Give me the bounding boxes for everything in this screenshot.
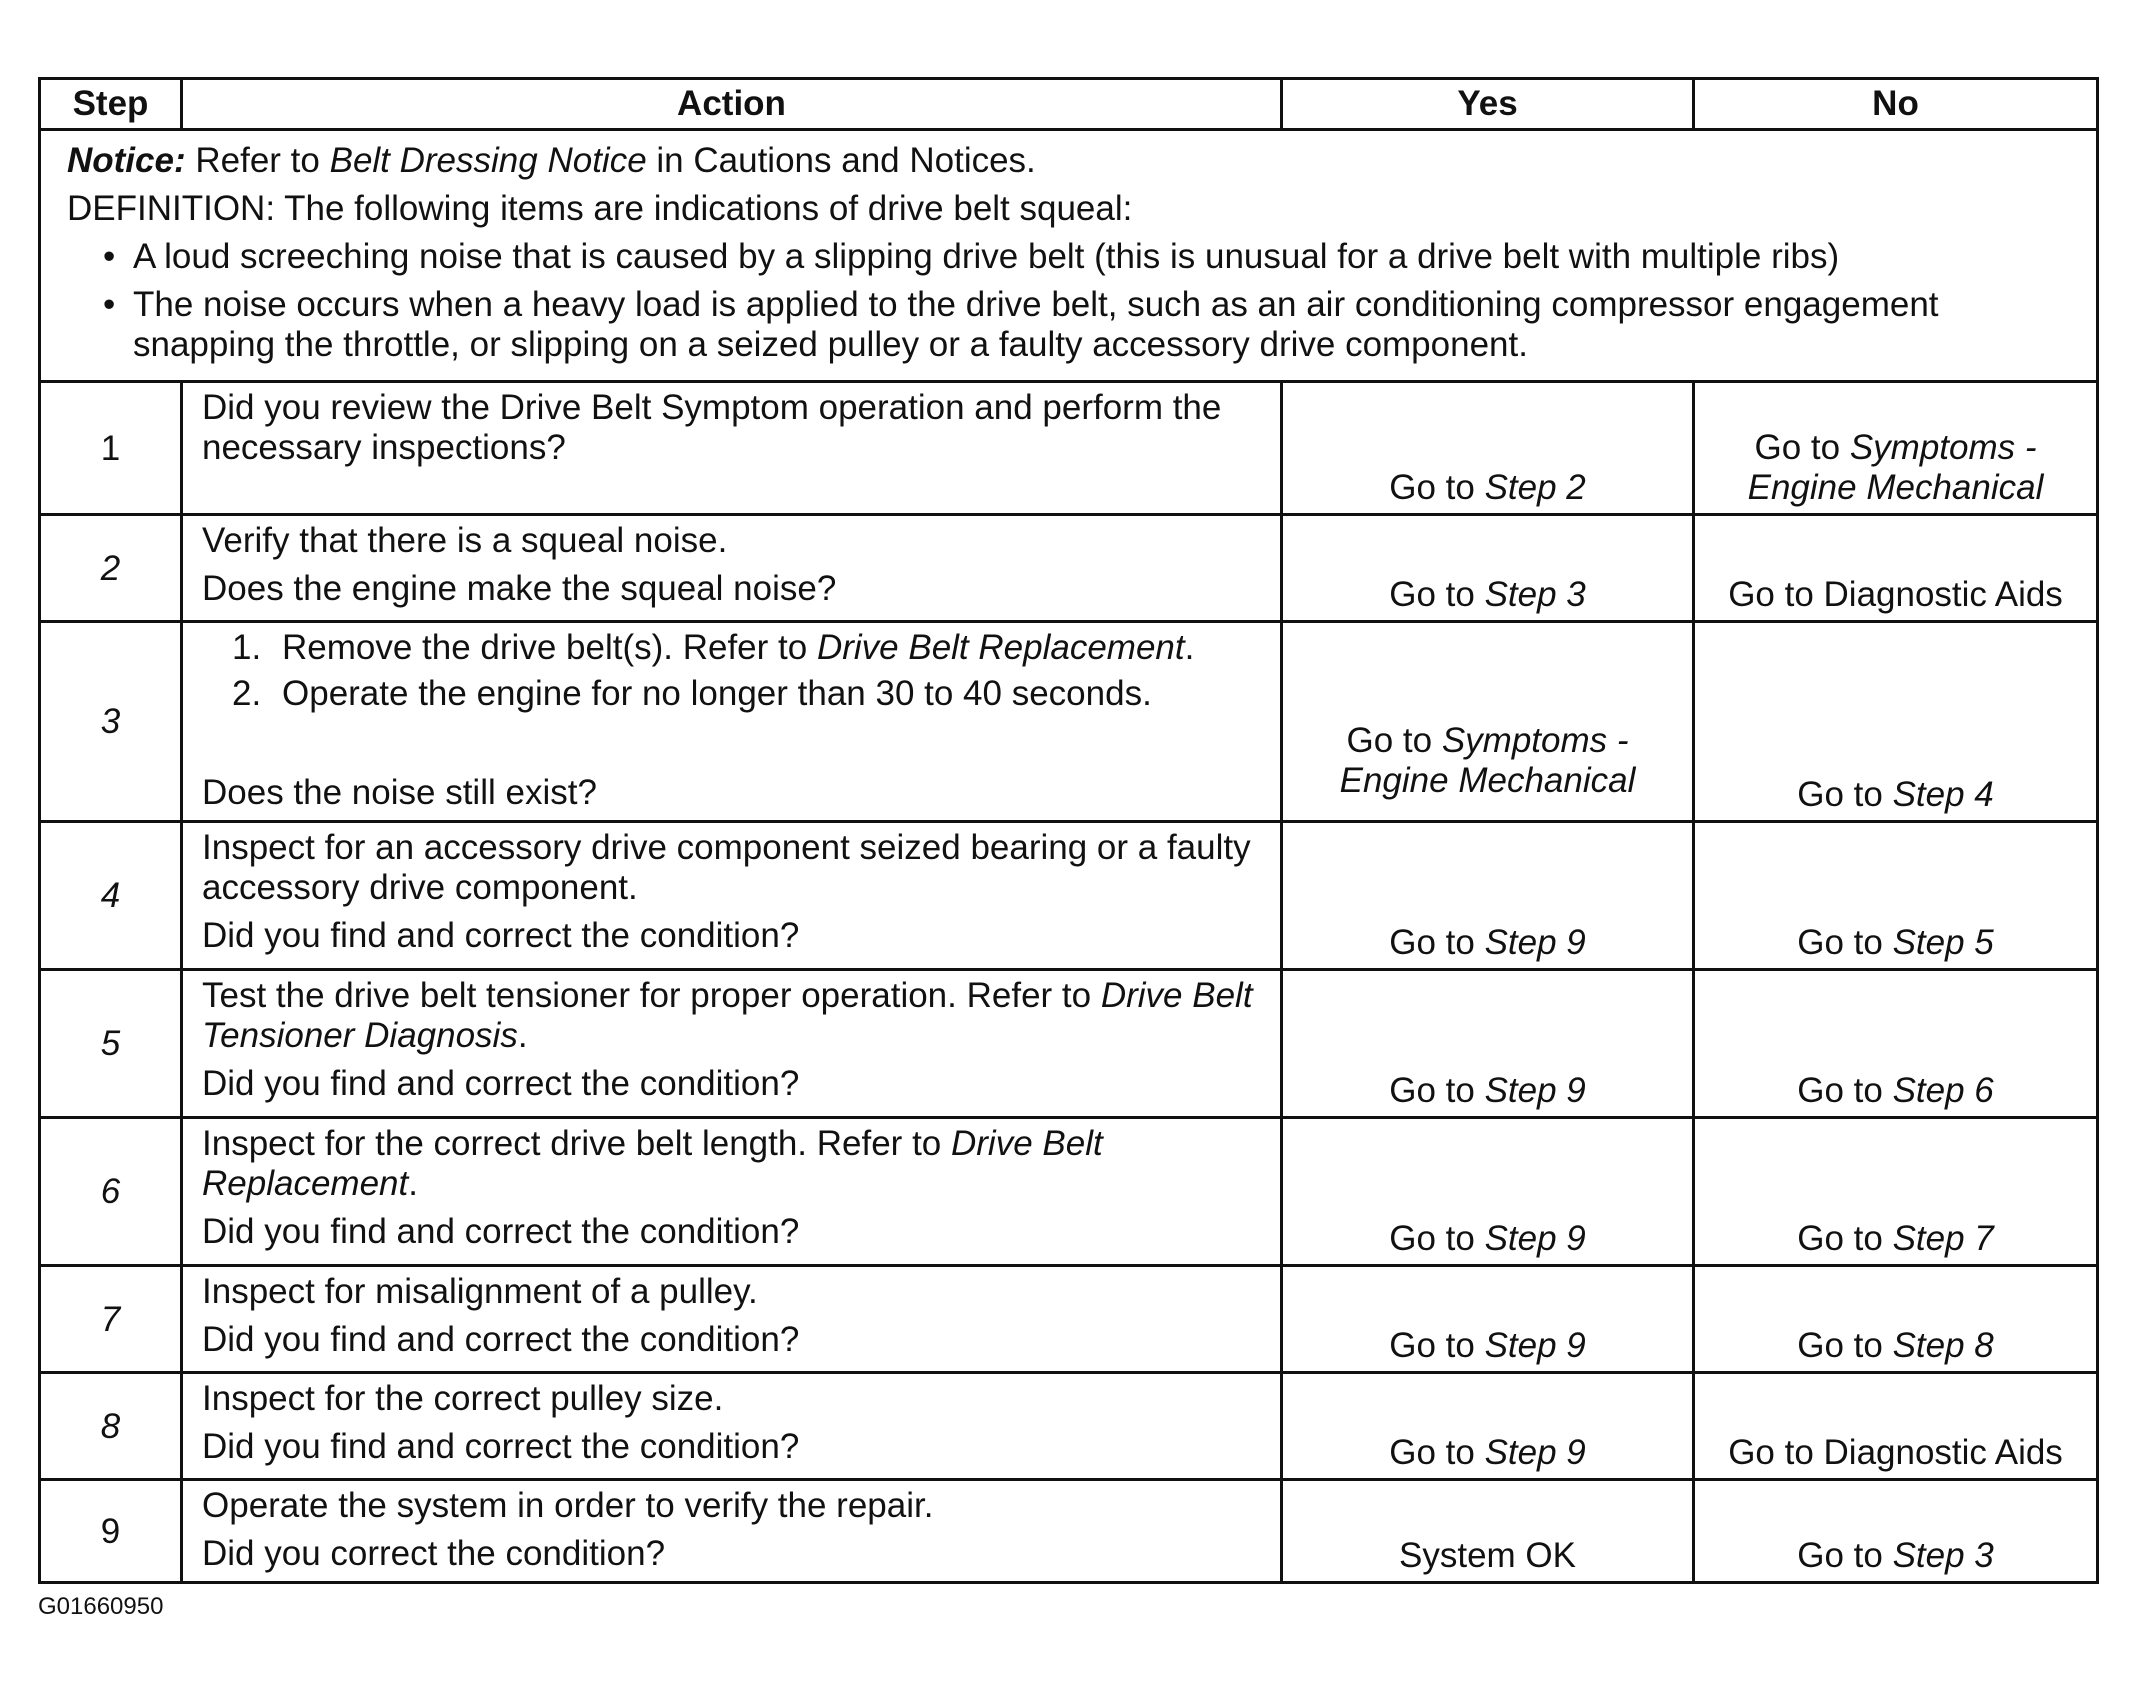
action-text-post: . bbox=[517, 1016, 528, 1056]
yes-cell bbox=[1282, 970, 1694, 1118]
no-link[interactable]: Step 3 bbox=[1892, 1535, 1994, 1575]
action-text bbox=[202, 976, 1264, 1056]
table-row bbox=[40, 622, 2098, 822]
step-number: 4 bbox=[40, 822, 182, 970]
no-prefix: Go to bbox=[1797, 1070, 1883, 1110]
no-prefix: Go to bbox=[1797, 1218, 1883, 1258]
no-cell bbox=[1694, 622, 2098, 822]
yes-cell bbox=[1282, 1480, 1694, 1583]
bullet-icon: • bbox=[103, 236, 116, 276]
no-link[interactable]: Step 7 bbox=[1892, 1218, 1994, 1258]
no-prefix: Go to bbox=[1797, 922, 1883, 962]
diagnostic-table bbox=[38, 77, 2099, 1584]
no-cell bbox=[1694, 515, 2098, 622]
action-text: Remove the drive belt(s). Refer to bbox=[282, 628, 808, 668]
no-cell bbox=[1694, 1118, 2098, 1266]
notice-ref: Belt Dressing Notice bbox=[329, 141, 647, 180]
yes-link[interactable]: Step 9 bbox=[1484, 922, 1586, 962]
action-cell bbox=[182, 1266, 1282, 1373]
header-row bbox=[40, 79, 2098, 130]
yes-prefix: Go to bbox=[1389, 1218, 1475, 1258]
action-question: Did you find and correct the condition? bbox=[202, 1212, 800, 1252]
yes-cell bbox=[1282, 822, 1694, 970]
header-yes: Yes bbox=[1282, 79, 1694, 130]
yes-prefix: Go to bbox=[1346, 720, 1433, 760]
action-cell bbox=[182, 1118, 1282, 1266]
yes-cell bbox=[1282, 1118, 1694, 1266]
yes-link[interactable]: Step 3 bbox=[1484, 574, 1586, 614]
table-row bbox=[40, 1480, 2098, 1583]
yes-prefix: Go to bbox=[1389, 922, 1475, 962]
action-text: Did you review the Drive Belt Symptom operation and perform the necessary inspections? bbox=[202, 388, 1222, 468]
step-number: 8 bbox=[40, 1373, 182, 1480]
yes-link[interactable]: Step 9 bbox=[1484, 1325, 1586, 1365]
table-row bbox=[40, 382, 2098, 515]
action-text: Inspect for misalignment of a pulley. bbox=[202, 1272, 758, 1312]
notice-text-post: in Cautions and Notices. bbox=[656, 141, 1036, 180]
yes-cell bbox=[1282, 382, 1694, 515]
action-text bbox=[202, 1124, 1264, 1204]
yes-cell bbox=[1282, 515, 1694, 622]
table-row bbox=[40, 515, 2098, 622]
no-link[interactable]: Step 8 bbox=[1892, 1325, 1994, 1365]
yes-cell bbox=[1282, 622, 1694, 822]
action-question: Does the noise still exist? bbox=[202, 773, 597, 813]
action-question: Did you find and correct the condition? bbox=[202, 1427, 800, 1467]
no-cell bbox=[1694, 382, 2098, 515]
list-item bbox=[202, 628, 1264, 668]
figure-code: G01660950 bbox=[38, 1593, 164, 1620]
yes-prefix: Go to bbox=[1389, 1325, 1475, 1365]
no-link[interactable]: Step 4 bbox=[1892, 774, 1994, 814]
no-cell bbox=[1694, 822, 2098, 970]
yes-prefix: Go to bbox=[1389, 1432, 1475, 1472]
action-text: Inspect for an accessory drive component seized bearing or a faulty accessory drive component. bbox=[202, 828, 1251, 908]
table-row bbox=[40, 1373, 2098, 1480]
yes-prefix: Go to bbox=[1389, 574, 1475, 614]
action-cell bbox=[182, 515, 1282, 622]
list-number: 1. bbox=[232, 628, 262, 668]
action-cell bbox=[182, 822, 1282, 970]
no-cell bbox=[1694, 1480, 2098, 1583]
no-cell bbox=[1694, 1373, 2098, 1480]
action-question: Does the engine make the squeal noise? bbox=[202, 569, 837, 609]
action-question: Did you find and correct the condition? bbox=[202, 1320, 800, 1360]
table-row bbox=[40, 822, 2098, 970]
action-text: Operate the engine for no longer than 30 to 40 seconds. bbox=[282, 674, 1152, 714]
no-prefix: Go to bbox=[1754, 427, 1841, 467]
no-prefix: Go to bbox=[1797, 774, 1883, 814]
no-prefix: Go to bbox=[1797, 1535, 1883, 1575]
step-number: 2 bbox=[40, 515, 182, 622]
notice-cell bbox=[40, 130, 2098, 382]
action-text: Operate the system in order to verify the repair. bbox=[202, 1486, 934, 1526]
header-action: Action bbox=[182, 79, 1282, 130]
table-row bbox=[40, 1118, 2098, 1266]
notice-line bbox=[67, 141, 2074, 181]
notice-text-pre: Refer to bbox=[195, 141, 320, 180]
action-question: Did you find and correct the condition? bbox=[202, 916, 800, 956]
action-cell bbox=[182, 1480, 1282, 1583]
action-cell bbox=[182, 970, 1282, 1118]
bullet-icon: • bbox=[103, 284, 116, 324]
action-cell bbox=[182, 1373, 1282, 1480]
yes-prefix: Go to bbox=[1389, 1070, 1475, 1110]
step-number: 5 bbox=[40, 970, 182, 1118]
action-text-post: . bbox=[1184, 628, 1195, 668]
yes-cell bbox=[1282, 1373, 1694, 1480]
yes-link[interactable]: Step 9 bbox=[1484, 1218, 1586, 1258]
action-text: Verify that there is a squeal noise. bbox=[202, 521, 728, 561]
no-link[interactable]: Step 6 bbox=[1892, 1070, 1994, 1110]
yes-cell bbox=[1282, 1266, 1694, 1373]
yes-link[interactable]: Step 2 bbox=[1484, 467, 1586, 507]
table-row bbox=[40, 1266, 2098, 1373]
header-no: No bbox=[1694, 79, 2098, 130]
action-question: Did you find and correct the condition? bbox=[202, 1064, 800, 1104]
step-number: 7 bbox=[40, 1266, 182, 1373]
table-row bbox=[40, 970, 2098, 1118]
no-link[interactable]: Go to Diagnostic Aids bbox=[1728, 574, 2063, 614]
action-cell bbox=[182, 622, 1282, 822]
notice-row bbox=[40, 130, 2098, 382]
action-text-pre: Test the drive belt tensioner for proper operation. Refer to bbox=[202, 976, 1092, 1016]
action-text-pre: Inspect for the correct drive belt length. Refer to bbox=[202, 1124, 942, 1164]
yes-link[interactable]: Step 9 bbox=[1484, 1432, 1586, 1472]
yes-text: System OK bbox=[1399, 1535, 1576, 1575]
no-link[interactable]: Step 5 bbox=[1892, 922, 1994, 962]
definition-text: DEFINITION: The following items are indications of drive belt squeal: bbox=[67, 188, 1133, 228]
no-cell bbox=[1694, 1266, 2098, 1373]
header-step: Step bbox=[40, 79, 182, 130]
notice-label: Notice: bbox=[67, 141, 186, 180]
definition-bullet-1: A loud screeching noise that is caused by a slipping drive belt (this is unusual for a drive belt with multiple ribs) bbox=[133, 236, 1840, 276]
list-number: 2. bbox=[232, 674, 262, 714]
action-cell bbox=[182, 382, 1282, 515]
no-cell bbox=[1694, 970, 2098, 1118]
step-number: 9 bbox=[40, 1480, 182, 1583]
step-number: 3 bbox=[40, 622, 182, 822]
list-item bbox=[67, 285, 2074, 365]
action-ref[interactable]: Drive Belt Tensioner Diagnosis bbox=[202, 976, 1253, 1056]
action-text-post: . bbox=[408, 1164, 418, 1204]
yes-link[interactable]: Step 9 bbox=[1484, 1070, 1586, 1110]
yes-prefix: Go to bbox=[1389, 467, 1475, 507]
action-ref[interactable]: Drive Belt Replacement bbox=[816, 628, 1185, 668]
action-text: Inspect for the correct pulley size. bbox=[202, 1379, 724, 1419]
definition-bullet-2: The noise occurs when a heavy load is applied to the drive belt, such as an air conditioning compressor engagement snapping the throttle, or slipping on a seized pulley or a faulty accessory drive component. bbox=[133, 284, 1939, 364]
list-item bbox=[202, 674, 1264, 714]
action-question: Did you correct the condition? bbox=[202, 1534, 666, 1574]
action-ref[interactable]: Drive Belt Replacement bbox=[202, 1124, 1103, 1204]
no-link[interactable]: Symptoms - Engine Mechanical bbox=[1747, 427, 2044, 507]
yes-link[interactable]: Symptoms - Engine Mechanical bbox=[1339, 720, 1636, 800]
no-link[interactable]: Go to Diagnostic Aids bbox=[1728, 1432, 2063, 1472]
list-item bbox=[67, 237, 2074, 277]
no-prefix: Go to bbox=[1797, 1325, 1883, 1365]
definition-list bbox=[67, 237, 2074, 365]
step-number: 1 bbox=[40, 382, 182, 515]
step-number: 6 bbox=[40, 1118, 182, 1266]
